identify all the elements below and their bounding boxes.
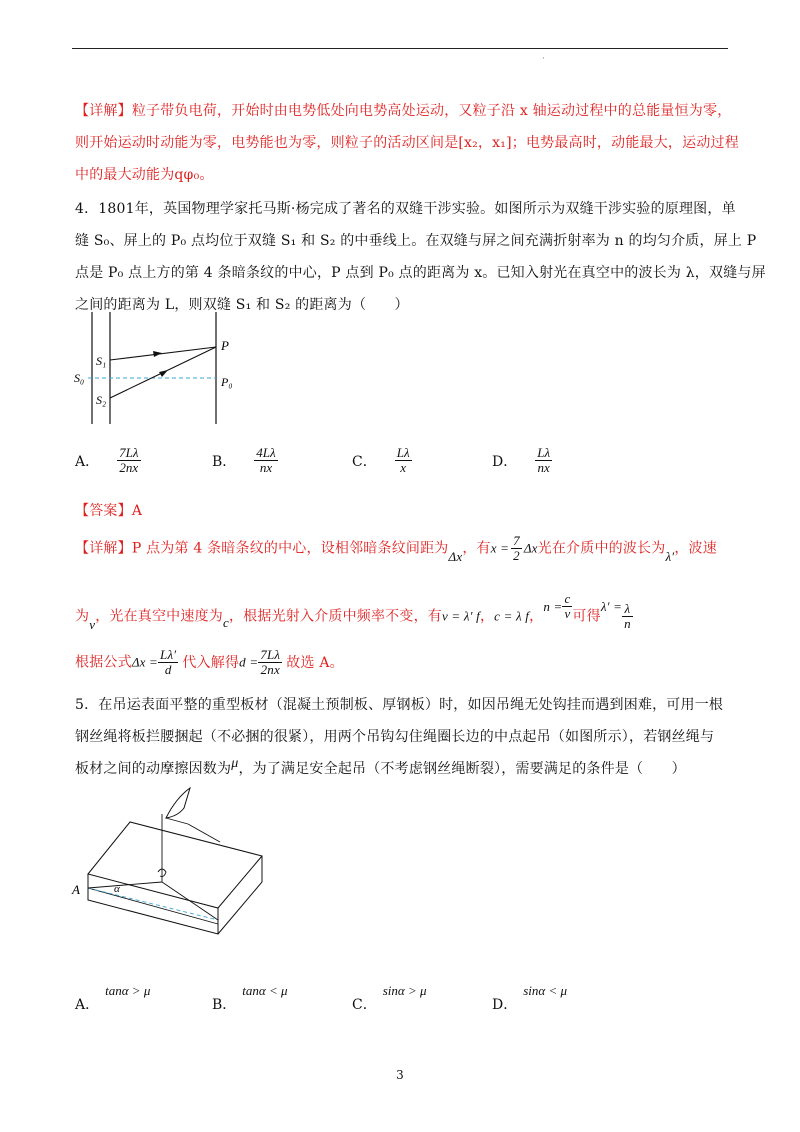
q5-option-a[interactable]: A．tanα > μ bbox=[75, 983, 151, 1013]
slab-lifting-diagram bbox=[70, 784, 270, 944]
q4-stem-line-1: 4．1801年，英国物理学家托马斯·杨完成了著名的双缝干涉实验。如图所示为双缝干涉实验的原理图，单 bbox=[75, 201, 736, 217]
q5-option-b[interactable]: B．tanα < μ bbox=[212, 983, 288, 1013]
q4-stem-line-2: 缝 S₀、屏上的 P₀ 点均位于双缝 S₁ 和 S₂ 的中垂线上。在双缝与屏之间充满折射率为 n 的均匀介质，屏上 P bbox=[75, 233, 757, 249]
q5-stem-line-3: 板材之间的动摩擦因数为μ，为了满足安全起吊（不考虑钢丝绳断裂），需要满足的条件是（ ） bbox=[75, 756, 686, 777]
q4-stem-line-4: 之间的距离为 L，则双缝 S₁ 和 S₂ 的距离为（ ） bbox=[75, 297, 409, 313]
rope-upper-2 bbox=[162, 882, 218, 920]
q4-option-b[interactable]: B． $\frac{4L\lambda}{nx}$ bbox=[212, 445, 276, 475]
rope-dashed bbox=[88, 888, 218, 920]
ray-s1 bbox=[110, 347, 216, 360]
q4-detail-line-2: 为v，光在真空中速度为c，根据光射入介质中频率不变，有v = λ′ f，c = λ f，n = $\frac{c}{v}$ 可得λ′ = $\frac{\lambda}{n}$ bbox=[75, 591, 631, 632]
label-p0: P₀ bbox=[221, 375, 233, 389]
q4-option-c[interactable]: C． $\frac{L\lambda}{x}$ bbox=[352, 445, 410, 475]
hook-upper bbox=[166, 788, 190, 818]
sling-1 bbox=[166, 818, 188, 824]
q4-answer: 【答案】A bbox=[75, 503, 143, 519]
q4-detail-line-3: 根据公式Δx = $\frac{L\lambda'}{d}$ 代入解得d = $\frac{7L\lambda}{2nx}$ 故选 A。 bbox=[75, 647, 344, 677]
rope-upper bbox=[88, 882, 162, 888]
q5-option-d[interactable]: D．sinα < μ bbox=[492, 983, 568, 1013]
label-alpha: α bbox=[114, 883, 120, 895]
rope-front bbox=[88, 888, 218, 924]
sling-2 bbox=[188, 824, 220, 842]
label-p: P bbox=[221, 338, 229, 353]
label-s2: S₂ bbox=[96, 393, 107, 407]
q5-stem-line-1: 5．在吊运表面平整的重型板材（混凝土预制板、厚钢板）时，如因吊绳无处钩挂而遇到困难，可用一根 bbox=[75, 697, 724, 713]
q5-option-c[interactable]: C．sinα > μ bbox=[352, 983, 427, 1013]
arrow-s2 bbox=[159, 370, 168, 377]
label-a: A bbox=[72, 882, 80, 897]
q4-stem-line-3: 点是 P₀ 点上方的第 4 条暗条纹的中心，P 点到 P₀ 点的距离为 x。已知入射光在真空中的波长为 λ，双缝与屏 bbox=[75, 265, 766, 281]
slab-side-face bbox=[218, 856, 262, 934]
q4-option-a[interactable]: A． $\frac{7L\lambda}{2nx}$ bbox=[75, 445, 139, 475]
q4-option-d[interactable]: D． $\frac{L\lambda}{nx}$ bbox=[492, 445, 551, 475]
header-rule bbox=[72, 48, 728, 49]
label-s0: S₀ bbox=[74, 371, 85, 385]
prev-detail-line-1: 【详解】粒子带负电荷，开始时由电势低处向电势高处运动，又粒子沿 x 轴运动过程中的总能量恒为零， bbox=[75, 103, 732, 119]
prev-detail-line-2: 则开始运动时动能为零，电势能也为零，则粒子的活动区间是[x₂，x₁]；电势最高时，动能最大，运动过程 bbox=[75, 135, 739, 151]
page-number: 3 bbox=[396, 1068, 404, 1082]
detail-tag: 【详解】 bbox=[75, 103, 132, 119]
header-mark: · bbox=[542, 54, 545, 64]
label-s1: S₁ bbox=[96, 354, 107, 368]
q5-stem-line-2: 钢丝绳将板拦腰捆起（不必捆的很紧），用两个吊钩勾住绳圈长边的中点起吊（如图所示），若钢丝绳与 bbox=[75, 729, 715, 745]
prev-detail-line-3: 中的最大动能为qφ₀。 bbox=[75, 167, 214, 183]
double-slit-diagram bbox=[70, 312, 250, 430]
q4-detail-line-1: 【详解】P 点为第 4 条暗条纹的中心，设相邻暗条纹间距为Δx，有x = $\frac{7}{2}$ Δx光在介质中的波长为λ′，波速 bbox=[75, 533, 717, 564]
